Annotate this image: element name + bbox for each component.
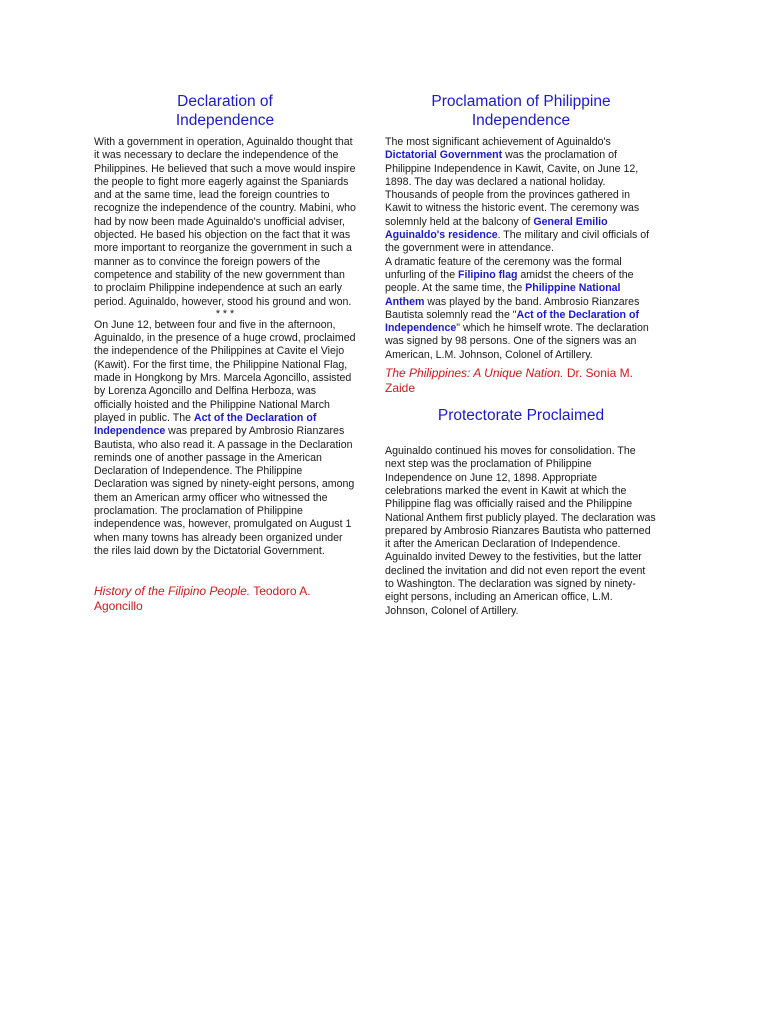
source-title: History of the Filipino People.	[94, 584, 251, 599]
source-author: Dr. Sonia M. Zaide	[385, 366, 633, 396]
heading-line-2: Independence	[471, 112, 571, 129]
protectorate-heading: Protectorate Proclaimed	[437, 407, 605, 425]
protectorate-paragraph: Aguinaldo continued his moves for consolidation. The next step was the proclamation of Philippine Independence on June 12, 1898. Appropriate celebrations marked the event in Kawit at which the Philippine flag was officially raised and the Philippine National Anthem first publicly played. The declaration was prepared by Ambrosio Rianzares Bautista who patterned it after the American Declaration of Independence. Aguinaldo invited Dewey to the festivities, but the latter declined the invitation and did not even report the event to Washington. The declaration was signed by ninety-eight persons, including an American office, L.M. Johnson, Colonel of Artillery.	[385, 445, 656, 617]
text-run: The most significant achievement of Aguinaldo's	[385, 136, 611, 148]
filipino-flag-link[interactable]: Filipino flag	[458, 268, 518, 281]
dictatorial-government-link[interactable]: Dictatorial Government	[385, 149, 503, 162]
declaration-paragraph-1: With a government in operation, Aguinaldo thought that it was necessary to declare the independence of the Philippines. He believed that such a move would inspire the people to fight more eagerly against the Spaniards and at the same time, lead the foreign countries to recognize the independence of the country. Mabini, who had by now been made Aguinaldo's unofficial adviser, objected. He based his objection on the fact that it was more important to reorganize the government in such a manner as to convince the foreign powers of the competence and stability of the new government than to proclaim Philippine independence at such an early period. Aguinaldo, however, stood his ground and won.	[94, 136, 356, 308]
right-column	[385, 92, 657, 618]
source-title: The Philippines: A Unique Nation.	[385, 366, 564, 381]
source-author: Teodoro A. Agoncillo	[94, 584, 311, 614]
declaration-paragraph-2	[94, 319, 356, 558]
act-of-declaration-link[interactable]: Act of the Declaration of Independence	[385, 308, 639, 335]
text-run: . The military and civil officials of the government were in attendance.	[385, 229, 650, 255]
proclamation-paragraph-1	[385, 136, 657, 256]
text-run: A dramatic feature of the ceremony was the formal unfurling of the	[385, 255, 622, 281]
proclamation-paragraph-2	[385, 256, 657, 362]
left-column	[94, 92, 356, 614]
aguinaldo-residence-link[interactable]: General Emilio Aguinaldo's residence	[385, 215, 608, 242]
declaration-heading	[94, 92, 356, 130]
text-run: was played by the band. Ambrosio Rianzares Bautista solemnly read the "	[385, 295, 640, 321]
section-separator: * * *	[215, 307, 235, 320]
text-run: On June 12, between four and five in the afternoon, Aguinaldo, in the presence of a huge crowd, proclaimed the independence of the Philippines at Cavite el Viejo (Kawit). For the first time, the Philippine National Flag, made in Hongkong by Mrs. Marcela Agoncillo, assisted by Lorenza Agoncillo and Delfina Herboza, was officially hoisted and the Philippine National March played in public. The	[94, 318, 356, 424]
national-anthem-link[interactable]: Philippine National Anthem	[385, 282, 621, 308]
text-run: amidst the cheers of the people. At the same time, the	[385, 268, 634, 295]
right-source-citation	[385, 366, 657, 396]
heading-line-1: Proclamation of Philippine	[431, 93, 611, 110]
left-source-citation	[94, 584, 356, 614]
heading-line-1: Declaration of	[177, 93, 273, 110]
heading-line-2: Independence	[175, 112, 275, 129]
text-run: was the proclamation of Philippine Independence in Kawit, Cavite, on June 12, 1898. The day was declared a national holiday. Thousands of people from the provinces gathered in Kawit to witness the historic event. The ceremony was solemnly held at the balcony of	[385, 149, 640, 228]
text-run: was prepared by Ambrosio Rianzares Bautista, who also read it. A passage in the Declaration reminds one of another passage in the American Declaration of Independence. The Philippine Declaration was signed by ninety-eight persons, among them an American army officer who witnessed the proclamation. The proclamation of Philippine independence was, however, promulgated on August 1 when many towns has already been organized under the riles laid down by the Dictatorial Government.	[94, 425, 355, 557]
proclamation-heading	[385, 92, 657, 130]
text-run: " which he himself wrote. The declaration was signed by 98 persons. One of the signers was an American, L.M. Johnson, Colonel of Artillery.	[385, 322, 649, 361]
act-of-declaration-link[interactable]: Act of the Declaration of Independence	[94, 411, 317, 438]
